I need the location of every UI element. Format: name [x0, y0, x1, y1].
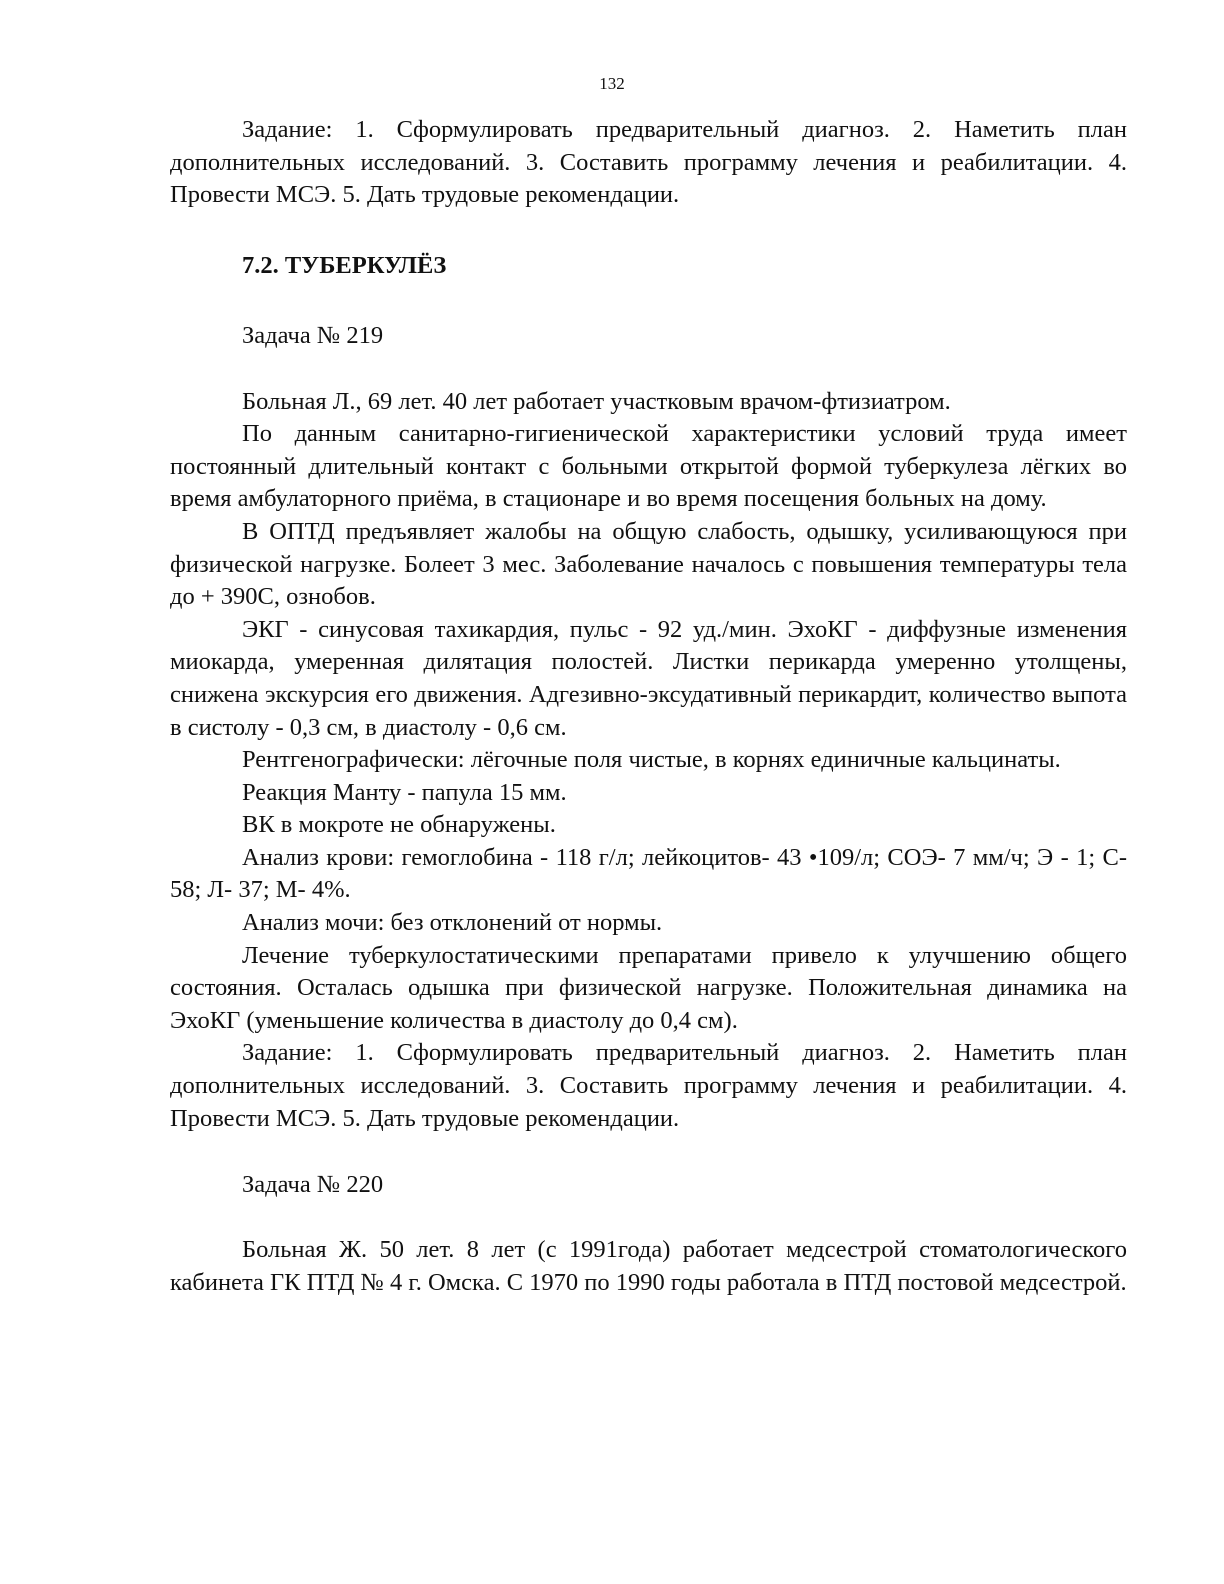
task-219-paragraph-10: Лечение туберкулостатическими препаратами привело к улучшению общего состояния. Осталась одышка при физической нагрузке. Положительная динамика на ЭхоКГ (уменьшение количества в диастолу до 0,4 см).: [170, 941, 1127, 1034]
page-number: 132: [599, 74, 625, 93]
task-219-paragraph-2: По данным санитарно-гигиенической характеристики условий труда имеет постоянный длительный контакт с больными открытой формой туберкулеза лёгких во время амбулаторного приёма, в стационаре и во время посещения больных на дому.: [170, 420, 1127, 513]
section-title: 7.2. ТУБЕРКУЛЁЗ: [242, 251, 447, 279]
task-219-paragraph-5: Рентгенографически: лёгочные поля чистые, в корнях единичные кальцинаты.: [242, 746, 1061, 774]
task-219-paragraph-3: В ОПТД предъявляет жалобы на общую слабость, одышку, усиливающуюся при физической нагрузке. Болеет 3 мес. Заболевание началось с повышения температуры тела до + 390С, ознобов.: [170, 517, 1127, 611]
task-220-heading: Задача № 220: [242, 1171, 384, 1199]
page-content: [170, 114, 1127, 1300]
spacer: [170, 212, 1127, 250]
spacer: [170, 282, 1127, 320]
task-219-paragraph-4: ЭКГ - синусовая тахикардия, пульс - 92 уд./мин. ЭхоКГ - диффузные изменения миокарда, умеренная дилятация полостей. Листки перикарда умеренно утолщены, снижена экскурсия его движения. Адгезивно-эксудативный перикардит, количество выпота в систолу - 0,3 см, в диастолу - 0,6 см.: [170, 615, 1127, 741]
spacer: [170, 1202, 1127, 1235]
task-219-assignment: Задание: 1. Сформулировать предварительный диагноз. 2. Наметить план дополнительных исследований. 3. Составить программу лечения и реабилитации. 4. Провести МСЭ. 5. Дать трудовые рекомендации.: [170, 1039, 1127, 1132]
spacer: [170, 353, 1127, 386]
task-219-paragraph-9: Анализ мочи: без отклонений от нормы.: [242, 909, 663, 937]
spacer: [170, 1135, 1127, 1169]
task-219-paragraph-1: Больная Л., 69 лет. 40 лет работает участковым врачом-фтизиатром.: [242, 387, 951, 415]
task-219-paragraph-6: Реакция Манту - папула 15 мм.: [242, 778, 567, 806]
task-219-heading: Задача № 219: [242, 322, 384, 350]
task-220-paragraph-1: Больная Ж. 50 лет. 8 лет (с 1991года) работает медсестрой стоматологического кабинета ГК ПТД № 4 г. Омска. С 1970 по 1990 годы работала в ПТД постовой медсестрой.: [170, 1236, 1127, 1296]
assignment-paragraph: Задание: 1. Сформулировать предварительный диагноз. 2. Наметить план дополнительных исследований. 3. Составить программу лечения и реабилитации. 4. Провести МСЭ. 5. Дать трудовые рекомендации.: [170, 116, 1127, 209]
task-219-paragraph-7: ВК в мокроте не обнаружены.: [242, 811, 556, 839]
task-219-paragraph-8: Анализ крови: гемоглобина - 118 г/л; лейкоцитов- 43 •109/л; СОЭ- 7 мм/ч; Э - 1; С- 58; Л- 37; М- 4%.: [170, 843, 1127, 904]
